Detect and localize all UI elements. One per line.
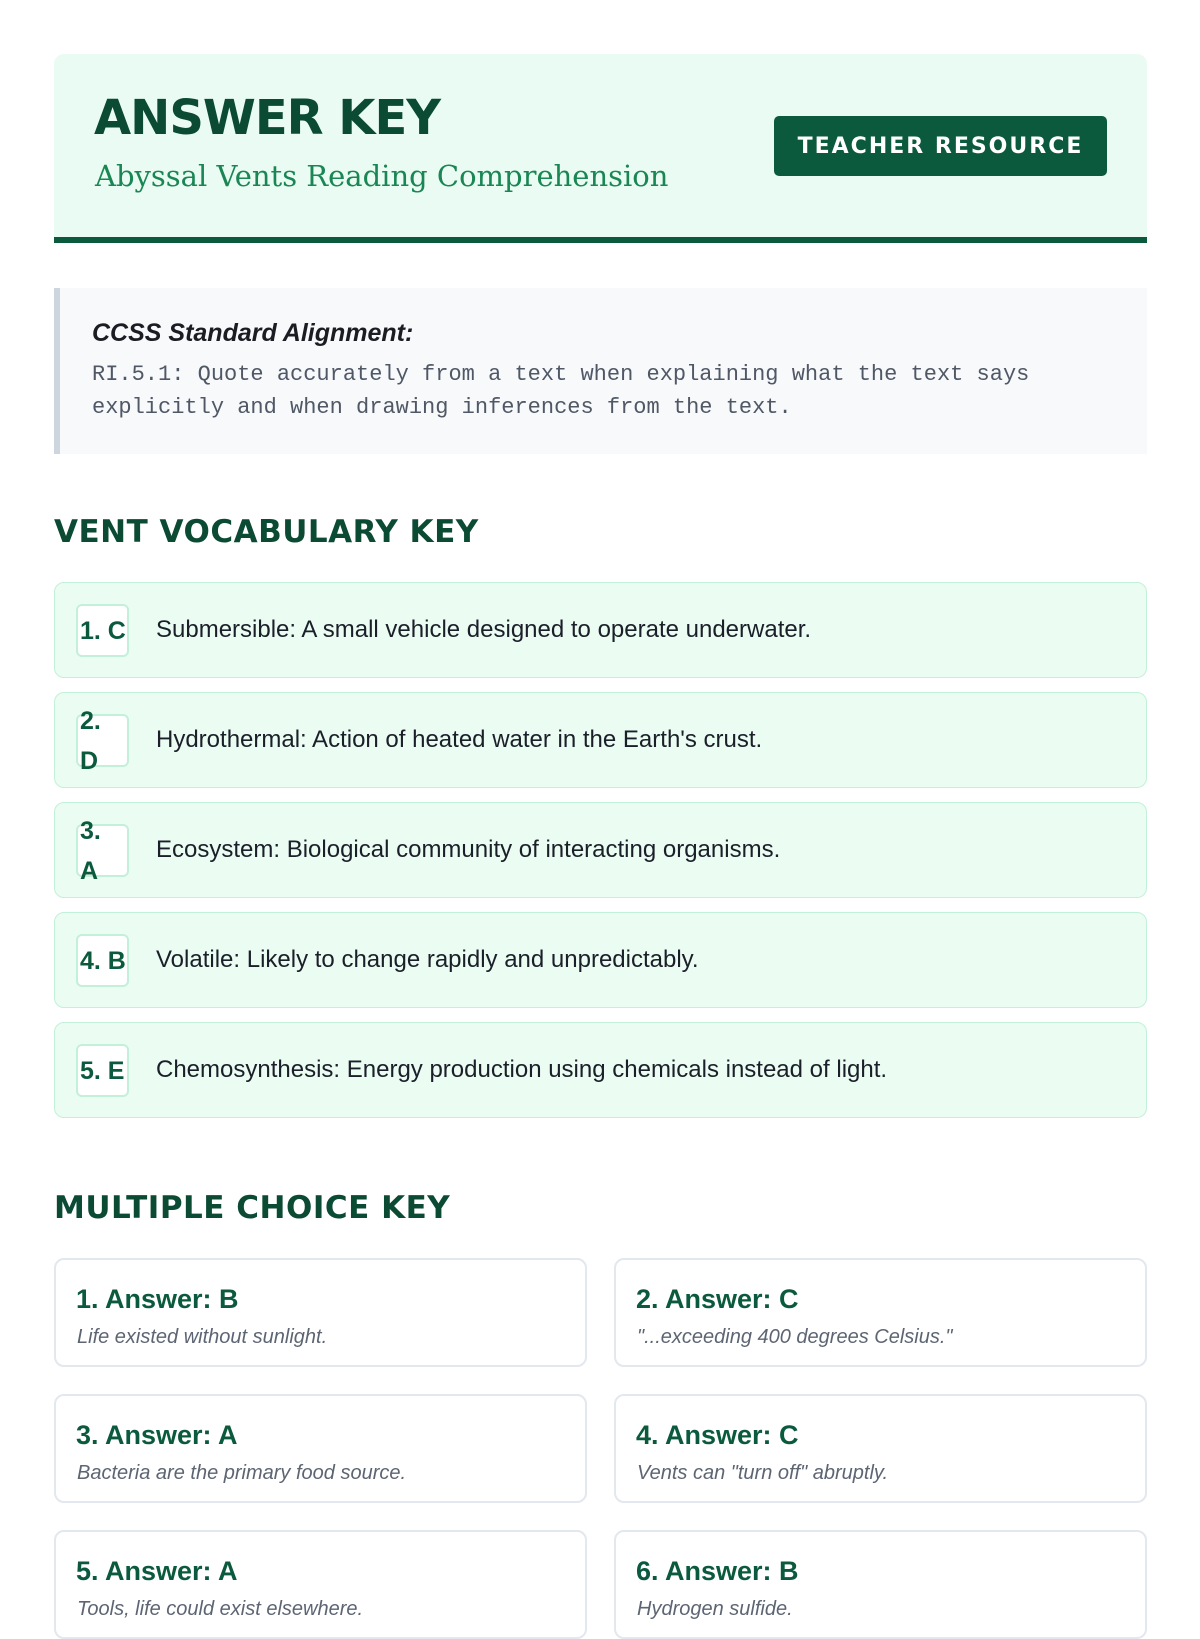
vocab-item-definition: Ecosystem: Biological community of interacting organisms.	[156, 836, 781, 863]
mc-answer-evidence: Life existed without sunlight.	[77, 1326, 328, 1348]
mc-answer-label: 1. Answer: B	[76, 1284, 239, 1314]
vocab-item	[54, 692, 1147, 788]
mc-answer-label: 4. Answer: C	[636, 1420, 799, 1450]
mc-answer-evidence: Bacteria are the primary food source.	[77, 1462, 407, 1484]
mc-answer-evidence: "...exceeding 400 degrees Celsius."	[637, 1326, 953, 1348]
vocab-item-definition: Volatile: Likely to change rapidly and unpredictably.	[156, 946, 699, 973]
mc-answer-label: 6. Answer: B	[636, 1556, 799, 1586]
mc-answer-card	[54, 1530, 587, 1639]
mc-answer-evidence: Vents can "turn off" abruptly.	[637, 1462, 888, 1484]
mc-answer-evidence: Hydrogen sulfide.	[637, 1598, 793, 1620]
vocab-item-definition: Hydrothermal: Action of heated water in the Earth's crust.	[156, 726, 763, 753]
mc-answer-card	[614, 1258, 1147, 1367]
mc-answer-label: 3. Answer: A	[76, 1420, 238, 1450]
vocab-item	[54, 802, 1147, 898]
mc-answer-card	[54, 1394, 587, 1503]
vocab-item	[54, 1022, 1147, 1118]
mc-answer-card	[614, 1530, 1147, 1639]
page-title: ANSWER KEY	[94, 90, 441, 146]
page-subtitle: Abyssal Vents Reading Comprehension	[95, 159, 669, 193]
vocab-item-number: 4. B	[76, 934, 129, 987]
vocab-item-number: 5. E	[76, 1044, 129, 1097]
vocab-section-title: VENT VOCABULARY KEY	[54, 514, 479, 550]
vocab-item-definition: Submersible: A small vehicle designed to operate underwater.	[156, 616, 812, 643]
standard-label: CCSS Standard Alignment:	[92, 319, 414, 347]
mc-answer-card	[614, 1394, 1147, 1503]
teacher-resource-badge: TEACHER RESOURCE	[774, 116, 1107, 176]
vocab-item-number: 2. D	[76, 714, 129, 767]
mc-answer-evidence: Tools, life could exist elsewhere.	[77, 1598, 364, 1620]
vocab-item	[54, 912, 1147, 1008]
standard-text: RI.5.1: Quote accurately from a text when explaining what the text says explicitly and when drawing inferences from the text.	[92, 362, 1030, 420]
header-banner	[54, 54, 1147, 243]
mc-answer-label: 2. Answer: C	[636, 1284, 799, 1314]
mc-section-title: MULTIPLE CHOICE KEY	[54, 1190, 451, 1226]
vocab-item-number: 3. A	[76, 824, 129, 877]
vocab-item	[54, 582, 1147, 678]
vocab-item-definition: Chemosynthesis: Energy production using chemicals instead of light.	[156, 1056, 888, 1083]
vocab-item-number: 1. C	[76, 604, 129, 657]
mc-answer-label: 5. Answer: A	[76, 1556, 238, 1586]
standard-alignment-box	[54, 288, 1147, 454]
mc-answer-card	[54, 1258, 587, 1367]
